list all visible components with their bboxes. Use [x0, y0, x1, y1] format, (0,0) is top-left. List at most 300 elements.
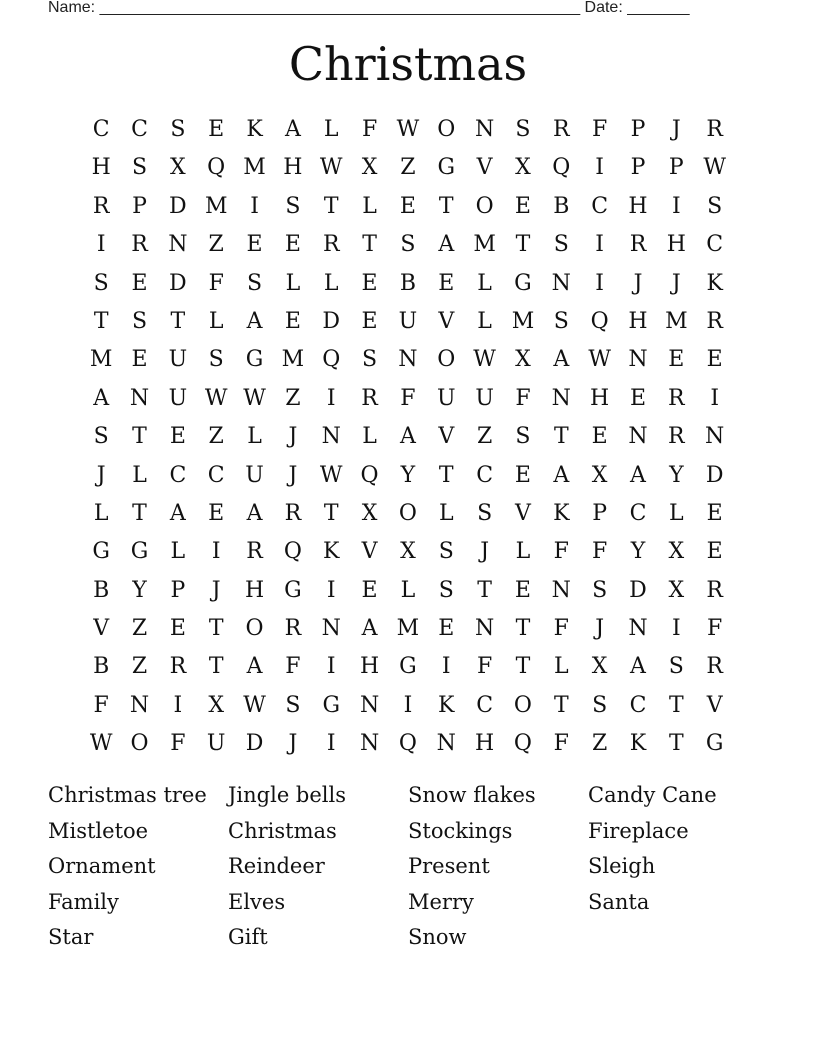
grid-letter: X [591, 654, 608, 680]
grid-letter: K [246, 117, 263, 142]
grid-letter: D [705, 462, 724, 488]
grid-letter: T [132, 500, 147, 526]
word-list-item [588, 920, 768, 956]
grid-letter: G [514, 270, 532, 296]
grid-letter: B [93, 654, 110, 680]
grid-row [82, 265, 734, 303]
grid-letter: W [89, 731, 113, 757]
grid-letter: E [284, 232, 301, 258]
grid-letter: M [89, 347, 113, 373]
grid-letter: T [438, 462, 454, 488]
grid-letter: F [592, 539, 608, 565]
grid-letter: T [132, 424, 147, 450]
grid-letter: R [629, 232, 647, 258]
grid-letter: N [474, 117, 495, 142]
grid-letter: D [629, 577, 647, 603]
grid-letter: A [284, 117, 301, 142]
grid-letter: F [208, 270, 224, 296]
grid-letter: S [438, 577, 454, 603]
grid-letter: S [208, 347, 224, 373]
grid-letter: O [245, 616, 264, 642]
grid-letter: M [396, 616, 420, 642]
grid-letter: J [595, 616, 605, 642]
word-list-item: Present [408, 854, 490, 879]
word-list-item: Sleigh [588, 854, 656, 879]
grid-letter: I [326, 731, 336, 757]
grid-letter: T [515, 232, 531, 258]
grid-letter: K [553, 500, 570, 526]
grid-letter: H [666, 232, 686, 258]
grid-letter: S [400, 232, 416, 258]
grid-letter: Z [591, 731, 608, 757]
grid-letter: R [668, 424, 685, 450]
grid-letter: J [288, 424, 298, 450]
grid-letter: J [288, 462, 298, 488]
grid-letter: S [707, 193, 723, 219]
grid-letter: R [322, 232, 340, 258]
grid-letter: X [400, 539, 416, 565]
word-list-item: Merry [408, 889, 474, 914]
grid-letter: F [592, 117, 608, 142]
grid-letter: N [551, 577, 571, 603]
grid-letter: T [553, 692, 569, 718]
grid-letter: E [629, 385, 647, 411]
grid-letter: R [246, 539, 263, 565]
grid-letter: H [283, 155, 303, 181]
grid-letter: S [438, 539, 454, 565]
grid-letter: J [480, 539, 490, 565]
grid-letter: G [245, 347, 264, 373]
grid-letter: T [93, 308, 109, 334]
grid-row [82, 226, 734, 264]
grid-letter: H [628, 193, 648, 219]
grid-letter: Z [131, 616, 148, 642]
grid-letter: N [321, 616, 341, 642]
grid-letter: S [285, 692, 301, 718]
grid-letter: F [553, 539, 569, 565]
grid-letter: Z [400, 155, 416, 181]
word-list-item: Stockings [408, 818, 513, 843]
grid-letter: N [129, 692, 150, 718]
grid-letter: T [170, 308, 186, 334]
grid-letter: J [671, 270, 681, 296]
grid-letter: C [476, 692, 494, 718]
grid-letter: S [170, 117, 186, 142]
grid-letter: T [477, 577, 492, 603]
grid-letter: X [170, 155, 186, 181]
grid-letter: S [515, 117, 531, 142]
grid-letter: R [706, 308, 723, 334]
grid-letter: J [633, 270, 643, 296]
grid-letter: R [169, 654, 187, 680]
grid-letter: N [359, 731, 380, 757]
grid-letter: A [399, 424, 416, 450]
grid-letter: F [553, 616, 569, 642]
grid-letter: R [361, 385, 378, 411]
grid-letter: E [361, 577, 378, 603]
grid-letter: N [628, 424, 648, 450]
grid-row [82, 648, 734, 686]
grid-letter: N [474, 616, 495, 642]
grid-letter: P [592, 500, 608, 526]
grid-letter: Z [131, 654, 148, 680]
grid-letter: E [668, 347, 685, 373]
grid-letter: T [208, 616, 224, 642]
grid-letter: C [629, 500, 647, 526]
grid-letter: E [208, 500, 225, 526]
grid-row [82, 188, 734, 226]
grid-letter: L [400, 577, 416, 603]
grid-letter: S [93, 270, 109, 296]
grid-letter: E [246, 232, 263, 258]
grid-row [82, 725, 734, 763]
grid-letter: L [669, 500, 684, 526]
word-list-item: Fireplace [588, 818, 689, 843]
grid-letter: V [93, 616, 110, 642]
grid-letter: H [628, 308, 648, 334]
grid-letter: I [326, 577, 336, 603]
grid-letter: K [629, 731, 647, 757]
grid-letter: L [323, 117, 339, 142]
grid-letter: S [553, 232, 569, 258]
grid-letter: L [247, 424, 262, 450]
grid-letter: L [285, 270, 301, 296]
grid-letter: I [595, 270, 604, 296]
grid-letter: Y [132, 577, 147, 603]
grid-letter: R [706, 577, 723, 603]
grid-letter: Z [208, 424, 224, 450]
grid-letter: G [284, 577, 302, 603]
grid-letter: S [131, 155, 148, 181]
grid-letter: O [398, 500, 417, 526]
grid-letter: Q [513, 731, 532, 757]
grid-letter: V [515, 500, 531, 526]
grid-letter: S [285, 193, 301, 219]
grid-letter: M [665, 308, 688, 334]
grid-letter: S [131, 308, 148, 334]
grid-letter: Q [552, 155, 571, 181]
grid-letter: A [93, 385, 110, 411]
grid-row [82, 533, 734, 571]
grid-letter: N [551, 270, 571, 296]
grid-letter: G [437, 155, 456, 181]
grid-letter: W [319, 462, 343, 488]
grid-letter: I [96, 232, 106, 258]
word-list-item: Christmas [228, 818, 337, 843]
grid-letter: S [553, 308, 569, 334]
grid-letter: L [323, 270, 339, 296]
grid-letter: F [707, 616, 723, 642]
grid-letter: L [93, 500, 109, 526]
grid-letter: T [208, 654, 224, 680]
grid-letter: A [246, 500, 263, 526]
grid-letter: P [668, 155, 684, 181]
grid-letter: X [515, 347, 531, 373]
grid-letter: E [438, 270, 455, 296]
grid-letter: E [208, 117, 225, 142]
grid-letter: G [322, 692, 341, 718]
grid-row [82, 380, 734, 418]
grid-letter: L [208, 308, 224, 334]
grid-letter: E [706, 539, 723, 565]
grid-letter: V [361, 539, 378, 565]
grid-letter: F [361, 117, 378, 142]
grid-letter: S [515, 424, 531, 450]
grid-letter: E [284, 308, 301, 334]
word-list-item: Elves [228, 889, 286, 914]
grid-letter: N [398, 347, 418, 373]
grid-letter: F [400, 385, 416, 411]
grid-letter: I [211, 539, 221, 565]
grid-letter: E [361, 270, 378, 296]
grid-letter: E [706, 500, 723, 526]
grid-row [82, 687, 734, 725]
grid-letter: N [359, 692, 380, 718]
grid-letter: E [438, 616, 455, 642]
grid-letter: I [441, 654, 451, 680]
grid-letter: R [131, 232, 148, 258]
grid-letter: W [473, 347, 496, 373]
grid-letter: G [399, 654, 417, 680]
name-date-line: Name: ______________________________________________________ Date: _______ [48, 0, 690, 16]
grid-row [82, 149, 734, 187]
grid-letter: N [551, 385, 571, 411]
grid-letter: G [92, 539, 110, 565]
grid-letter: W [204, 385, 228, 411]
grid-letter: I [671, 616, 681, 642]
grid-letter: R [706, 654, 723, 680]
grid-letter: Y [669, 462, 684, 488]
grid-letter: E [591, 424, 608, 450]
grid-letter: C [169, 462, 187, 488]
grid-letter: T [668, 731, 684, 757]
grid-letter: A [630, 654, 646, 680]
word-search-grid [82, 111, 734, 764]
grid-letter: A [169, 500, 186, 526]
word-list-item: Snow flakes [408, 783, 536, 807]
grid-letter: F [93, 692, 109, 718]
page-title: Christmas [288, 37, 528, 91]
grid-letter: C [476, 462, 494, 488]
grid-letter: I [250, 193, 259, 219]
grid-letter: N [628, 616, 648, 642]
grid-letter: R [92, 193, 110, 219]
grid-letter: W [703, 155, 726, 181]
grid-letter: N [168, 232, 188, 258]
grid-letter: U [436, 385, 456, 411]
grid-letter: N [628, 347, 648, 373]
grid-letter: F [285, 654, 301, 680]
grid-letter: S [477, 500, 493, 526]
grid-letter: Q [283, 539, 302, 565]
grid-letter: W [396, 117, 420, 142]
grid-letter: H [244, 577, 265, 603]
word-list-item: Reindeer [228, 854, 325, 879]
grid-letter: I [173, 692, 183, 718]
grid-letter: U [398, 308, 418, 334]
grid-letter: M [281, 347, 305, 373]
grid-letter: S [93, 424, 109, 450]
grid-letter: X [208, 692, 225, 718]
grid-letter: M [204, 193, 228, 219]
grid-letter: L [438, 500, 454, 526]
grid-row [82, 303, 734, 341]
grid-letter: T [515, 654, 531, 680]
grid-letter: T [438, 193, 454, 219]
word-list-item: Mistletoe [48, 818, 149, 843]
grid-letter: A [630, 462, 646, 488]
grid-letter: A [438, 232, 455, 258]
grid-letter: G [130, 539, 149, 565]
grid-letter: I [326, 385, 336, 411]
grid-letter: L [362, 424, 377, 450]
grid-letter: O [475, 193, 494, 219]
grid-letter: I [671, 193, 681, 219]
grid-letter: X [361, 500, 378, 526]
grid-letter: L [553, 654, 569, 680]
grid-row [82, 418, 734, 456]
grid-letter: M [473, 232, 496, 258]
grid-letter: V [706, 692, 723, 718]
grid-letter: S [668, 654, 684, 680]
grid-letter: P [132, 193, 147, 219]
grid-letter: J [671, 117, 681, 142]
grid-letter: G [705, 731, 724, 757]
grid-letter: H [590, 385, 610, 411]
grid-letter: A [246, 308, 263, 334]
grid-row [82, 610, 734, 648]
grid-letter: I [595, 232, 604, 258]
grid-letter: P [170, 577, 186, 603]
grid-letter: V [476, 155, 493, 181]
grid-letter: V [438, 424, 455, 450]
grid-letter: X [668, 577, 685, 603]
grid-letter: Q [590, 308, 609, 334]
grid-letter: O [437, 347, 456, 373]
grid-letter: E [399, 193, 416, 219]
grid-letter: R [284, 500, 302, 526]
grid-letter: S [247, 270, 263, 296]
grid-row [82, 341, 734, 379]
grid-letter: E [169, 616, 186, 642]
grid-letter: F [476, 654, 493, 680]
grid-letter: E [131, 270, 148, 296]
grid-letter: D [169, 193, 187, 219]
grid-letter: D [245, 731, 264, 757]
grid-letter: C [131, 117, 148, 142]
grid-letter: X [515, 155, 531, 181]
grid-letter: R [284, 616, 302, 642]
grid-letter: T [553, 424, 569, 450]
grid-letter: C [591, 193, 609, 219]
grid-letter: J [96, 462, 106, 488]
grid-letter: B [553, 193, 570, 219]
grid-letter: J [288, 731, 298, 757]
grid-letter: S [592, 577, 608, 603]
grid-letter: A [553, 462, 570, 488]
grid-letter: O [130, 731, 149, 757]
grid-letter: I [595, 155, 604, 181]
grid-letter: Q [207, 155, 226, 181]
word-list [48, 778, 768, 956]
word-list-item: Santa [588, 889, 650, 914]
grid-letter: X [668, 539, 685, 565]
grid-letter: B [399, 270, 416, 296]
grid-letter: L [477, 270, 492, 296]
grid-letter: X [591, 462, 608, 488]
grid-letter: Y [400, 462, 416, 488]
grid-letter: Z [285, 385, 301, 411]
grid-row [82, 457, 734, 495]
grid-letter: B [93, 577, 110, 603]
grid-letter: M [243, 155, 266, 181]
grid-letter: U [475, 385, 494, 411]
grid-row [82, 572, 734, 610]
grid-letter: W [588, 347, 611, 373]
grid-letter: Y [630, 539, 646, 565]
grid-letter: L [515, 539, 531, 565]
grid-letter: E [169, 424, 186, 450]
grid-letter: W [243, 692, 266, 718]
word-list-item: Snow [408, 925, 467, 950]
grid-letter: A [553, 347, 570, 373]
grid-letter: C [92, 117, 110, 142]
grid-letter: E [514, 462, 531, 488]
grid-letter: Q [398, 731, 417, 757]
grid-letter: W [243, 385, 266, 411]
grid-letter: D [322, 308, 341, 334]
word-list-item: Star [48, 925, 94, 950]
word-list-item: Ornament [48, 854, 156, 879]
grid-letter: P [630, 155, 646, 181]
grid-letter: Q [360, 462, 379, 488]
grid-letter: E [514, 193, 531, 219]
grid-letter: Z [208, 232, 224, 258]
grid-letter: F [515, 385, 531, 411]
grid-letter: K [438, 692, 455, 718]
grid-letter: X [361, 155, 378, 181]
grid-letter: R [553, 117, 570, 142]
grid-letter: V [438, 308, 455, 334]
grid-letter: F [170, 731, 186, 757]
grid-letter: H [475, 731, 495, 757]
grid-letter: K [706, 270, 723, 296]
word-list-item: Gift [228, 925, 268, 950]
grid-letter: F [553, 731, 569, 757]
grid-letter: E [514, 577, 531, 603]
grid-letter: L [362, 193, 377, 219]
grid-letter: T [362, 232, 377, 258]
grid-letter: P [630, 117, 646, 142]
grid-letter: I [326, 654, 336, 680]
grid-letter: C [706, 232, 724, 258]
grid-letter: S [362, 347, 378, 373]
grid-letter: R [668, 385, 685, 411]
grid-letter: W [319, 155, 343, 181]
grid-letter: L [170, 539, 186, 565]
grid-letter: D [169, 270, 187, 296]
word-list-item: Jingle bells [228, 783, 347, 807]
grid-letter: N [436, 731, 456, 757]
word-list-item: Family [48, 889, 119, 914]
grid-letter: L [477, 308, 492, 334]
grid-letter: A [246, 654, 263, 680]
grid-letter: T [668, 692, 684, 718]
word-list-item: Candy Cane [588, 783, 717, 807]
grid-letter: L [132, 462, 147, 488]
word-list-item: Christmas tree [48, 783, 207, 807]
grid-letter: S [592, 692, 608, 718]
